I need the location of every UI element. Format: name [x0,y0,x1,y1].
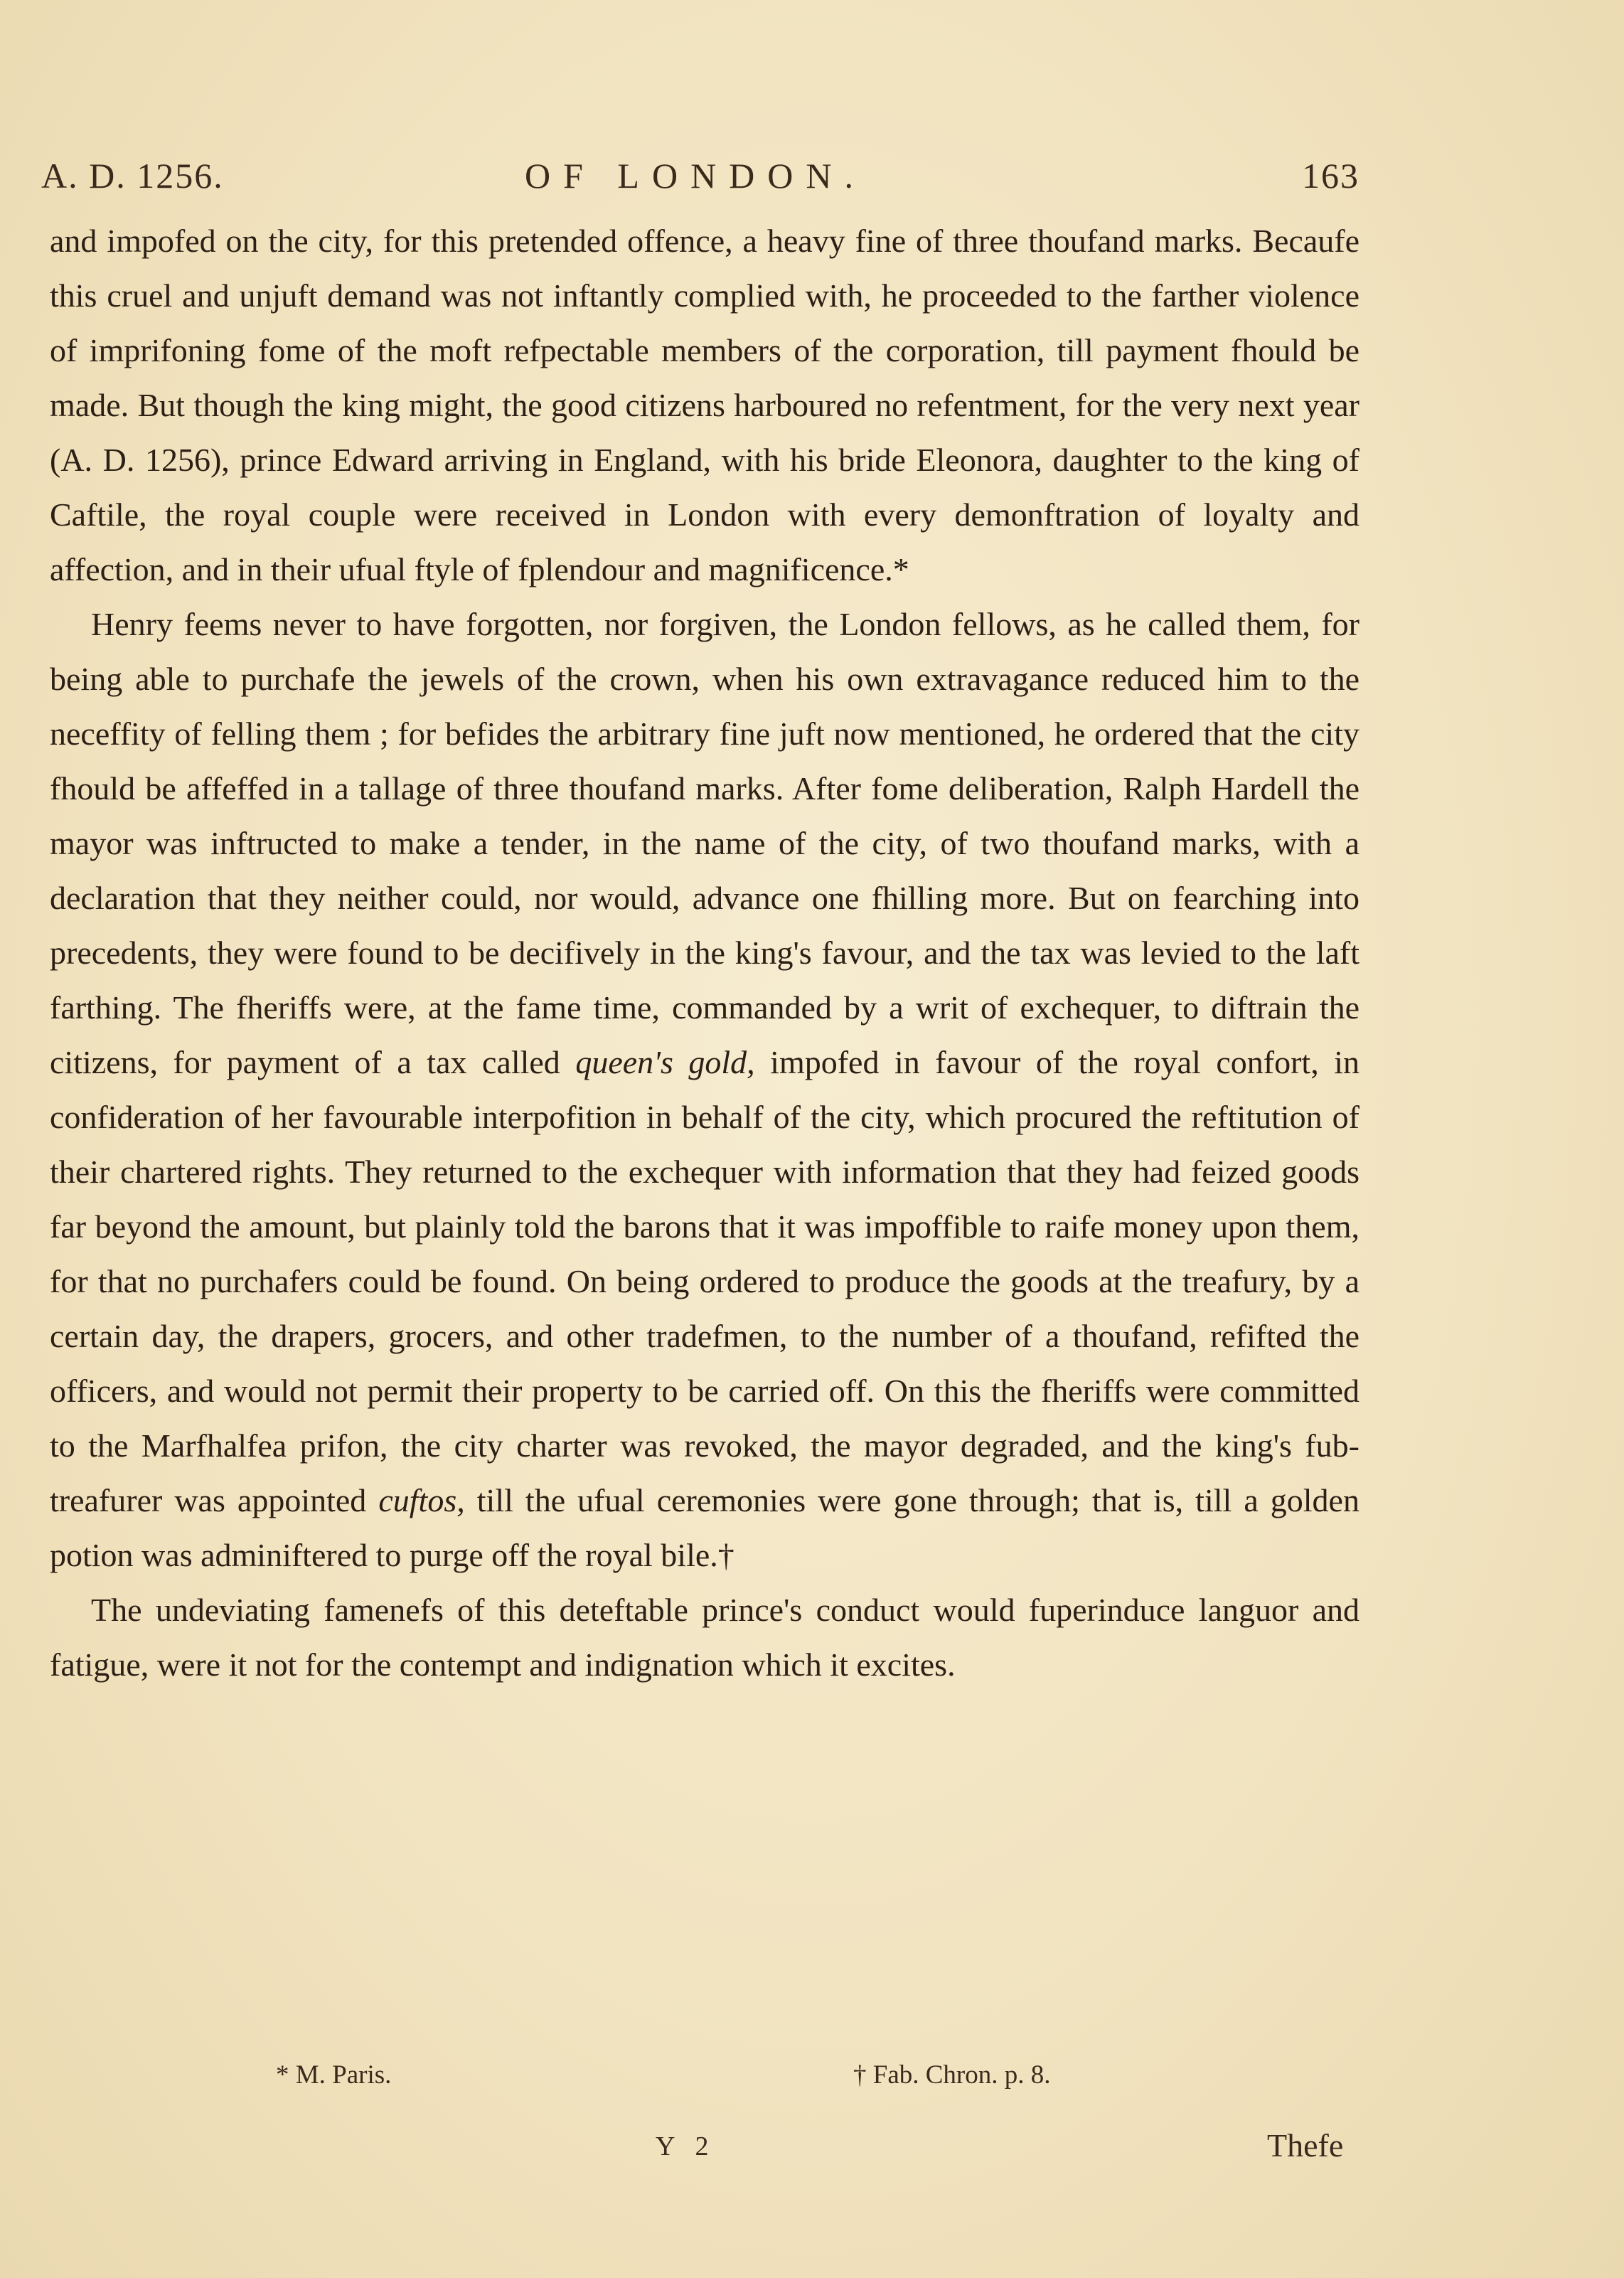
page-number: 163 [1302,156,1359,196]
footnote-1: * M. Paris. [276,2060,392,2090]
header-year: A. D. 1256. [41,156,224,196]
body-text [50,213,1359,1692]
paragraph-2-text-c: till the ufual ceremonies were gone through; that is, till a golden potion was adminiftered to purge off the royal bile.† [50,1482,1359,1573]
paragraph-2-italic-custos: cuftos, [378,1482,465,1518]
paragraph-2-text-b: impofed in favour of the royal confort, in confideration of her favourable interpofition in behalf of the city, which procured the reftitution of their chartered rights. They returned to the exchequer with information that they had feized goods far beyond the amount, but plainly told the barons that it was impoffible to raife money upon them, for that no purchafers could be found. On being ordered to produce the goods at the treafury, by a certain day, the drapers, grocers, and other tradefmen, to the number of a thoufand, refifted the officers, and would not permit their property to be carried off. On this the fheriffs were committed to the Marfhalfea prifon, the city charter was revoked, the mayor degraded, and the king's fub-treafurer was appointed [50,1044,1359,1518]
paragraph-2 [50,597,1359,1582]
header-title: OF LONDON. [525,156,866,196]
paragraph-1 [50,213,1359,597]
catchword: Thefe [1267,2127,1344,2163]
paragraph-1-text: and impofed on the city, for this pretended offence, a heavy fine of three thoufand marks. Becaufe this cruel and unjuft demand was not inftantly complied with, he proceeded to the farther violence of imprifoning fome of the moft refpectable members of the corporation, till payment fhould be made. But though the king might, the good citizens harboured no refentment, for the very next year (A. D. 1256), prince Edward arriving in England, with his bride Eleonora, daughter to the king of Caftile, the royal couple were received in London with every demonftration of loyalty and affection, and in their ufual ftyle of fplendour and magnificence.* [50,223,1359,587]
paragraph-3-text: The undeviating famenefs of this deteftable prince's conduct would fuperinduce languor and fatigue, were it not for the contempt and indignation which it excites. [50,1592,1359,1683]
paragraph-2-text-a: Henry feems never to have forgotten, nor forgiven, the London fellows, as he called them, for being able to purchafe the jewels of the crown, when his own extravagance reduced him to the neceffity of felling them ; for befides the arbitrary fine juft now mentioned, he ordered that the city fhould be affeffed in a tallage of three thoufand marks. After fome deliberation, Ralph Hardell the mayor was inftructed to make a tender, in the name of the city, of two thoufand marks, with a declaration that they neither could, nor would, advance one fhilling more. But on fearching into precedents, they were found to be decifively in the king's favour, and the tax was levied to the laft farthing. The fheriffs were, at the fame time, commanded by a writ of exchequer, to diftrain the citizens, for payment of a tax called [50,606,1359,1080]
footnote-2: † Fab. Chron. p. 8. [853,2060,1051,2090]
paragraph-2-italic-queens-gold: queen's gold, [575,1044,755,1080]
paragraph-3 [50,1582,1359,1692]
running-header [41,155,1359,198]
signature-mark: Y 2 [656,2131,716,2161]
footnotes [0,2060,1624,2102]
page-footer [0,2127,1624,2176]
